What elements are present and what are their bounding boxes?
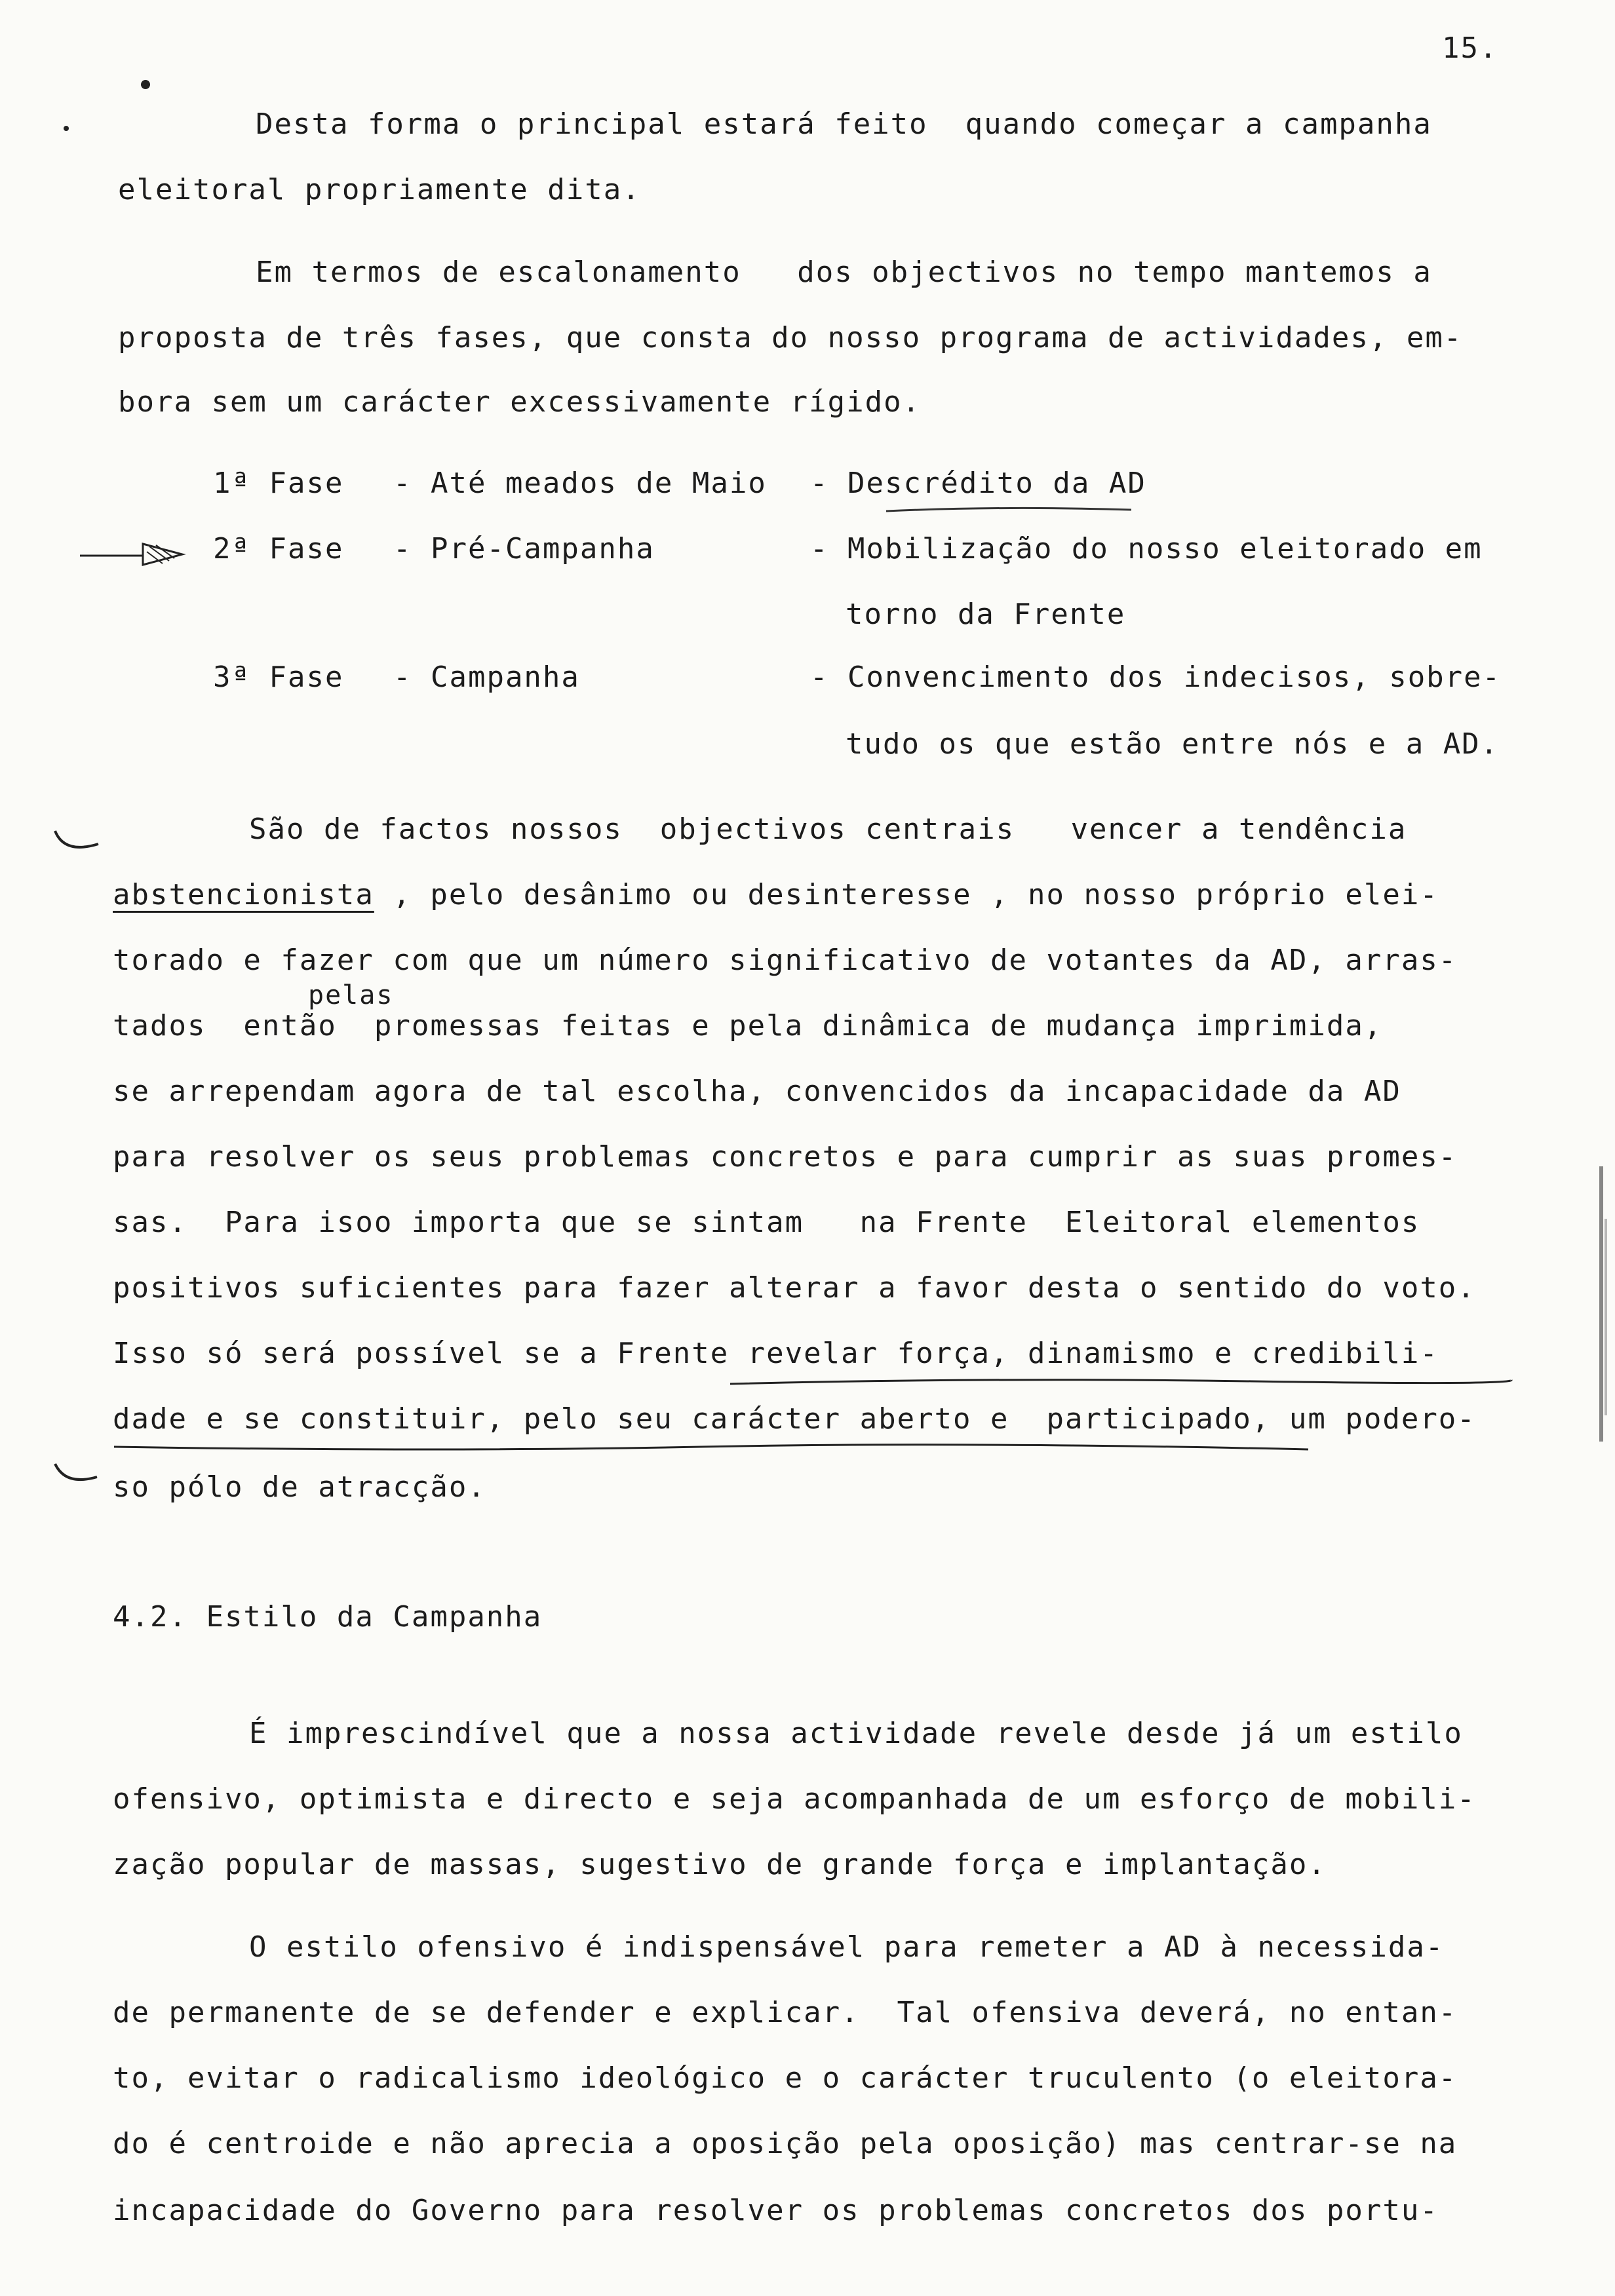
para3-line3: torado e fazer com que um número significativo de votantes da AD, arras- [113,944,1458,977]
para3-line2 [113,878,1439,911]
section-heading: 4.2. Estilo da Campanha [113,1600,543,1634]
phase-2-goal-continued: torno da Frente [846,598,1126,631]
para2-line2: proposta de três fases, que consta do nosso programa de actividades, em- [118,321,1463,354]
para5-line4: do é centroide e não aprecia a oposição pela oposição) mas centrar-se na [113,2127,1458,2160]
para3-line2-rest: , pelo desânimo ou desinteresse , no nosso próprio elei- [374,878,1439,911]
para4-line3: zação popular de massas, sugestivo de grande força e implantação. [113,1848,1327,1881]
para5-line3: to, evitar o radicalismo ideológico e o carácter truculento (o eleitora- [113,2061,1458,2095]
handwritten-underline [728,1373,1514,1389]
para3-line10-rest: , um podero- [1251,1402,1476,1436]
ink-speck [64,126,69,131]
phase-3-goal: - Convencimento dos indecisos, sobre- [810,660,1502,694]
handwritten-arrow-icon [77,532,189,571]
para3-line1: São de factos nossos objectivos centrais vencer a tendência [249,813,1407,846]
para3-line9 [113,1339,1439,1368]
para1-line1: Desta forma o principal estará feito quando começar a campanha [256,107,1432,141]
phase-3-period: - Campanha [393,660,580,694]
para4-line2: ofensivo, optimista e directo e seja acompanhada de um esforço de mobili- [113,1782,1476,1816]
para3-line8: positivos suficientes para fazer alterar a favor desta o sentido do voto. [113,1271,1476,1305]
phase-1-period: - Até meados de Maio [393,467,767,500]
phase-1-goal: - Descrédito da AD [810,467,1146,500]
handwritten-underline [111,1438,1311,1456]
page-number: 15. [1442,31,1498,65]
para3-line11: so pólo de atracção. [113,1470,486,1504]
para5-line2: de permanente de se defender e explicar. Tal ofensiva deverá, no entan- [113,1996,1458,2029]
para3-line5: se arrependam agora de tal escolha, convencidos da incapacidade da AD [113,1075,1401,1108]
para3-line7: sas. Para isoo importa que se sintam na Frente Eleitoral elementos [113,1206,1420,1239]
handwritten-underline [885,503,1134,518]
para3-line6: para resolver os seus problemas concretos e para cumprir as suas promes- [113,1140,1458,1174]
para3-line10-underlined: dade e se constituir, pelo seu carácter aberto e participado [113,1402,1252,1436]
para3-line4: tados então promessas feitas e pela dinâmica de mudança imprimida, [113,1009,1383,1043]
scan-edge-artifact [1605,1219,1607,1415]
phase-2-goal: - Mobilização do nosso eleitorado em [810,532,1483,565]
underlined-abstencionista: abstencionista [113,878,374,911]
para4-line1: É imprescindível que a nossa actividade revele desde já um estilo [249,1717,1463,1750]
para5-line1: O estilo ofensivo é indispensável para remeter a AD à necessida- [249,1930,1445,1964]
para2-line3: bora sem um carácter excessivamente rígido. [118,385,922,419]
phase-2-label: 2ª Fase [213,532,344,565]
para3-line9-underlined: revelar força, dinamismo e credibili- [747,1337,1439,1370]
para2-line1: Em termos de escalonamento dos objectivos no tempo mantemos a [256,256,1432,289]
handwritten-insertion: pelas [308,980,394,1010]
para5-line5: incapacidade do Governo para resolver os problemas concretos dos portu- [113,2194,1439,2227]
margin-bracket-top [51,827,104,860]
scan-edge-artifact [1599,1166,1603,1442]
para3-line10 [113,1402,1476,1436]
phase-3-goal-continued: tudo os que estão entre nós e a AD. [846,727,1500,761]
para1-line2: eleitoral propriamente dita. [118,173,641,206]
phase-1-label: 1ª Fase [213,467,344,500]
phase-2-period: - Pré-Campanha [393,532,655,565]
para3-line9-plain: Isso só será possível se a Frente [113,1337,748,1370]
ink-speck [141,80,150,89]
margin-bracket-bottom [51,1460,104,1493]
phase-3-label: 3ª Fase [213,660,344,694]
